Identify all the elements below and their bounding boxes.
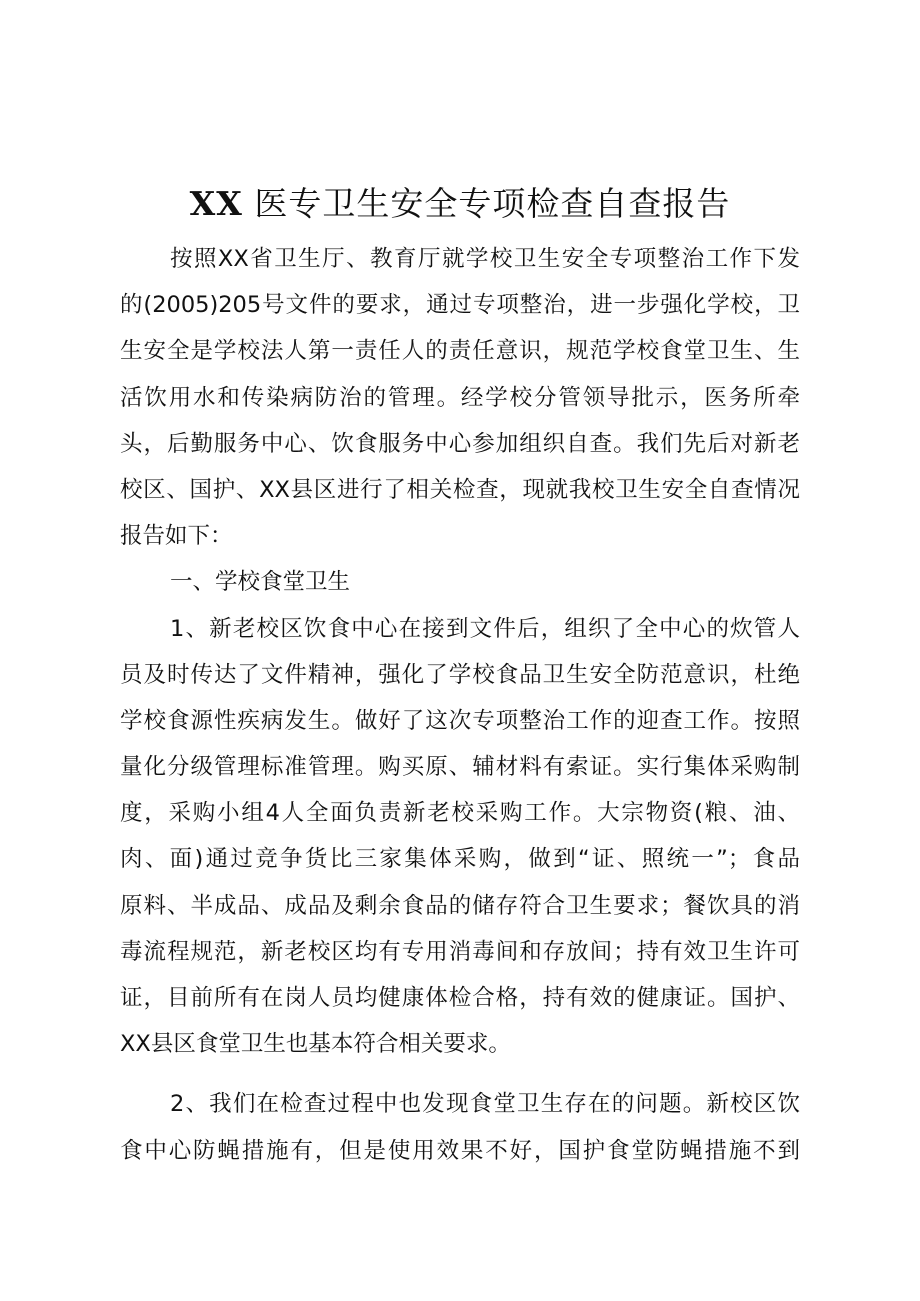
paragraph-line: 量化分级管理标准管理。购买原、辅材料有索证。实行集体采购制 [120,754,800,781]
paragraph-line: 报告如下： [120,523,233,550]
paragraph-line: 校区、国护、XX县区进行了相关检查，现就我校卫生安全自查情况 [120,476,800,503]
paragraph-line: 食中心防蝇措施有，但是使用效果不好，国护食堂防蝇措施不到 [120,1137,800,1164]
paragraph-line: 2、我们在检查过程中也发现食堂卫生存在的问题。新校区饮 [170,1091,800,1118]
paragraph-line: 的(2005)205号文件的要求，通过专项整治，进一步强化学校，卫 [120,292,800,319]
paragraph-line: 证，目前所有在岗人员均健康体检合格，持有效的健康证。国护、 [120,985,800,1011]
paragraph-line: 毒流程规范，新老校区均有专用消毒间和存放间；持有效卫生许可 [120,938,800,965]
paragraph-line: 学校食源性疾病发生。做好了这次专项整治工作的迎查工作。按照 [120,707,800,734]
paragraph-line: 1、新老校区饮食中心在接到文件后，组织了全中心的炊管人 [170,615,800,642]
paragraph-line: 员及时传达了文件精神，强化了学校食品卫生安全防范意识，杜绝 [120,661,800,688]
paragraph-line: XX县区食堂卫生也基本符合相关要求。 [120,1031,511,1058]
paragraph-line: 按照XX省卫生厅、教育厅就学校卫生安全专项整治工作下发 [170,246,800,272]
title-text: 医专卫生安全专项检查自查报告 [254,184,731,223]
paragraph-line: 生安全是学校法人第一责任人的责任意识，规范学校食堂卫生、生 [120,338,800,365]
title-prefix: XX [189,184,243,223]
document-body [120,236,800,1174]
paragraph-line: 原料、半成品、成品及剩余食品的储存符合卫生要求；餐饮具的消 [120,892,800,919]
paragraph-line: 头，后勤服务中心、饮食服务中心参加组织自查。我们先后对新老 [120,430,800,457]
paragraph-line: 度，采购小组4人全面负责新老校采购工作。大宗物资(粮、油、 [120,800,800,827]
section-heading: 一、学校食堂卫生 [170,569,351,596]
paragraph-line: 肉、面)通过竞争货比三家集体采购，做到“证、照统一”；食品 [120,846,800,873]
paragraph-line: 活饮用水和传染病防治的管理。经学校分管领导批示，医务所牵 [120,384,800,411]
document-title [120,178,800,225]
